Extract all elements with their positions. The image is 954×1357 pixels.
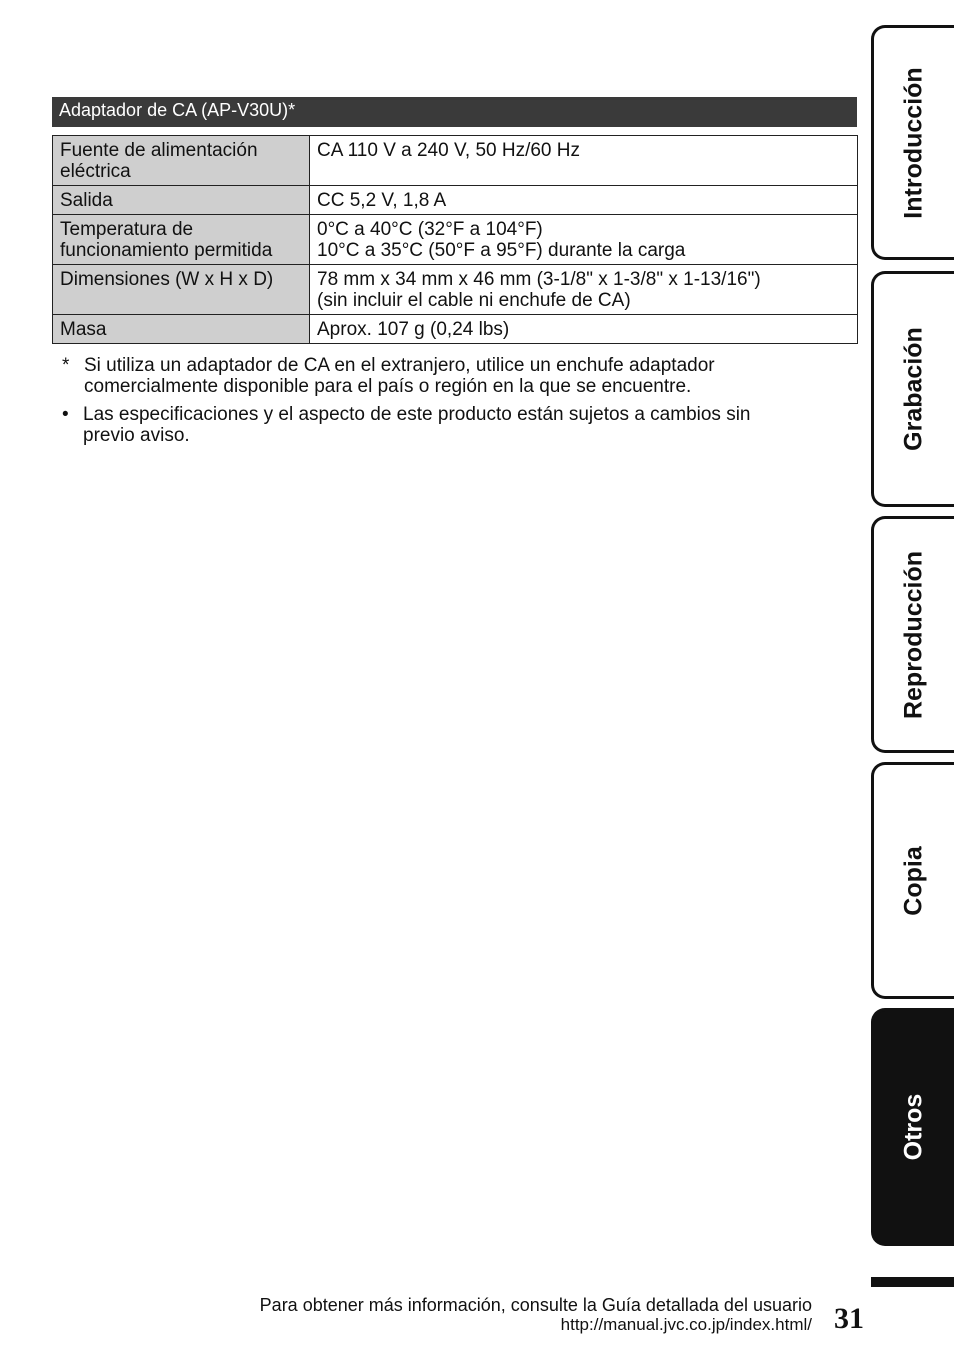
- tab-grabacion[interactable]: Grabación: [871, 271, 954, 507]
- spec-label: Fuente de alimentación eléctrica: [53, 136, 310, 186]
- table-row: [53, 215, 858, 265]
- spec-value: CC 5,2 V, 1,8 A: [310, 186, 858, 215]
- asterisk-mark: *: [62, 355, 70, 376]
- table-row: [53, 315, 858, 344]
- spec-label: Masa: [53, 315, 310, 344]
- note-bullet: • Las especificaciones y el aspecto de este producto están sujetos a cambios sin previo aviso.: [62, 404, 751, 446]
- spec-value: 78 mm x 34 mm x 46 mm (3-1/8" x 1-3/8" x 1-13/16") (sin incluir el cable ni enchufe de CA): [310, 265, 858, 315]
- spec-label: Salida: [53, 186, 310, 215]
- footer-line: Para obtener más información, consulte la Guía detallada del usuario: [259, 1295, 812, 1315]
- page-number: 31: [834, 1302, 864, 1335]
- table-row: [53, 136, 858, 186]
- spec-value: CA 110 V a 240 V, 50 Hz/60 Hz: [310, 136, 858, 186]
- footer-info: [260, 1295, 812, 1335]
- table-row: [53, 186, 858, 215]
- spec-label: Dimensiones (W x H x D): [53, 265, 310, 315]
- spec-label: Temperatura de funcionamiento permitida: [53, 215, 310, 265]
- tab-copia[interactable]: Copia: [871, 762, 954, 999]
- spec-value: Aprox. 107 g (0,24 lbs): [310, 315, 858, 344]
- side-tabs: [871, 0, 954, 1357]
- tab-reproduccion[interactable]: Reproducción: [871, 516, 954, 753]
- section-title: Adaptador de CA (AP-V30U)*: [59, 100, 296, 120]
- table-row: [53, 265, 858, 315]
- footer-url[interactable]: http://manual.jvc.co.jp/index.html/: [560, 1315, 812, 1334]
- bullet-icon: •: [62, 404, 69, 425]
- tab-otros[interactable]: Otros: [871, 1008, 954, 1246]
- spec-value: 0°C a 40°C (32°F a 104°F) 10°C a 35°C (50°F a 95°F) durante la carga: [310, 215, 858, 265]
- footnote-asterisk: * Si utiliza un adaptador de CA en el extranjero, utilice un enchufe adaptador comercialmente disponible para el país o región en la que se encuentre.: [62, 355, 715, 397]
- divider-bar: [871, 1277, 954, 1287]
- spec-table: [52, 135, 858, 344]
- section-header: [52, 97, 857, 127]
- tab-introduccion[interactable]: Introducción: [871, 25, 954, 260]
